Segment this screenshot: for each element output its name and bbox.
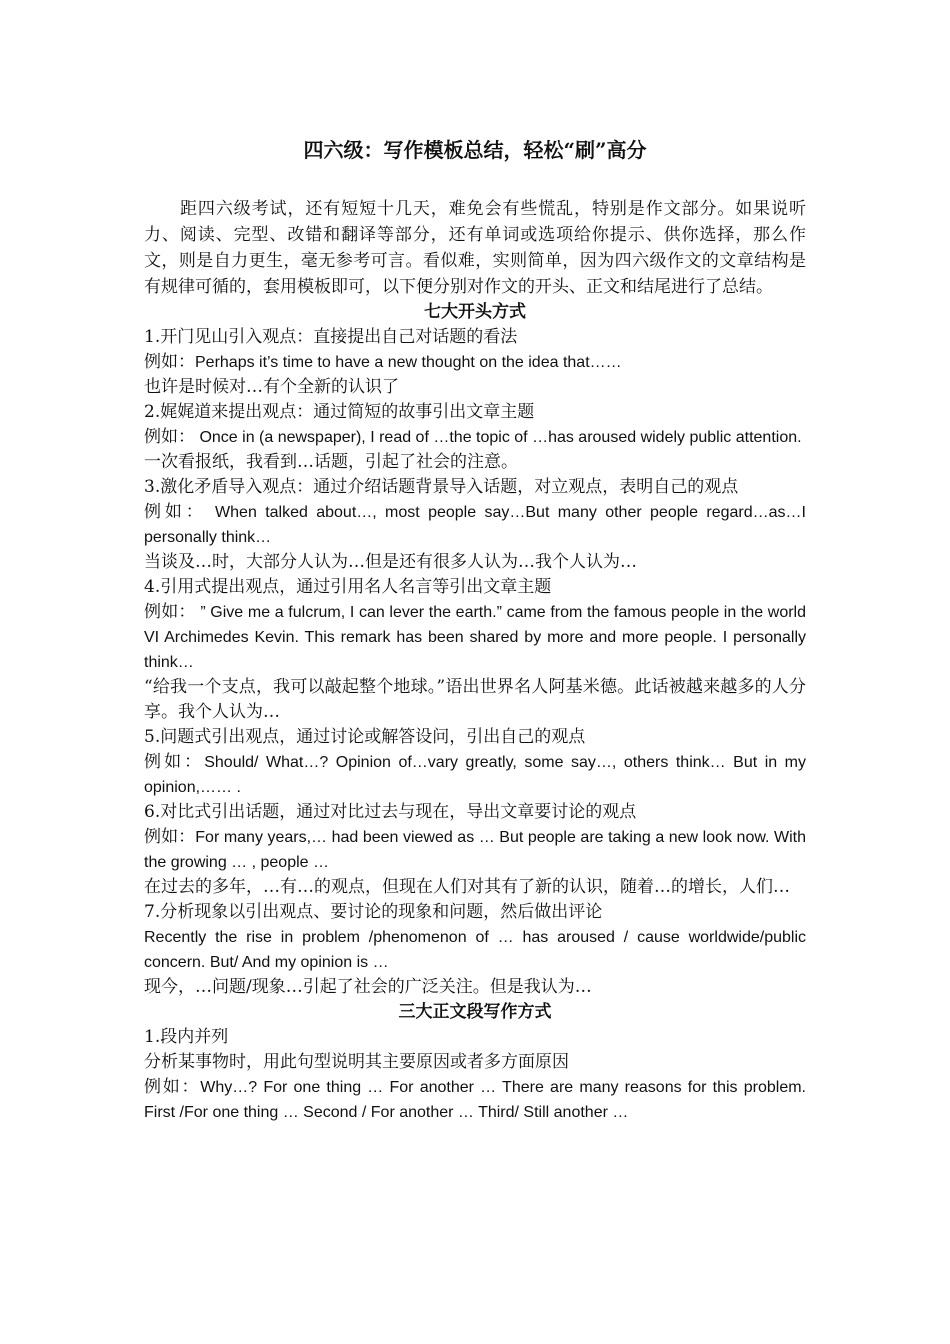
intro-paragraph: 距四六级考试，还有短短十几天，难免会有些慌乱，特别是作文部分。如果说听力、阅读、完型、改错和翻译等部分，还有单词或选项给你提示、供你选择，那么作文，则是自力更生，毫无参考可言。看似难，实则简单，因为四六级作文的文章结构是有规律可循的，套用模板即可，以下便分别对作文的开头、正文和结尾进行了总结。 (144, 199, 806, 297)
example-text: When talked about…, most people say…But many other people regard…as…I personally think… (144, 504, 807, 546)
section-heading-openings: 七大开头方式 (424, 302, 526, 322)
body-item-example (144, 1075, 806, 1125)
opening-item-translation: 现今，…问题/现象…引起了社会的广泛关注。但是我认为… (144, 977, 592, 997)
opening-item-example (144, 750, 806, 800)
example-label: 例如： (144, 602, 196, 622)
document-title: 四六级：写作模板总结，轻松“刷”高分 (303, 138, 647, 162)
opening-item-example: Recently the rise in problem /phenomenon of … has aroused / cause worldwide/public concern. But/ And my opinion is … (144, 929, 806, 971)
example-text: Why…? For one thing … For another … There are many reasons for this problem. First /For one thing … Second / For another … Third/ Still another … (144, 1079, 807, 1121)
body-item-description: 分析某事物时，用此句型说明其主要原因或者多方面原因 (144, 1052, 569, 1072)
example-label: 例如： (144, 752, 205, 772)
opening-item-translation: 当谈及…时，大部分人认为…但是还有很多人认为…我个人认为… (144, 552, 637, 572)
example-label: 例如： (144, 352, 195, 372)
section-heading-body: 三大正文段写作方式 (398, 1002, 552, 1022)
document-page (144, 130, 806, 1125)
opening-item-example (144, 825, 806, 875)
opening-item-translation: 在过去的多年，…有…的观点，但现在人们对其有了新的认识，随着…的增长，人们… (144, 877, 790, 897)
opening-item-example (144, 500, 806, 550)
example-label: 例如： (144, 427, 195, 447)
opening-item-title: 3.激化矛盾导入观点：通过介绍话题背景导入话题，对立观点，表明自己的观点 (144, 477, 739, 497)
example-text: For many years,… had been viewed as … But people are taking a new look now. With the growing … , people … (144, 829, 806, 871)
opening-item-title: 4.引用式提出观点，通过引用名人名言等引出文章主题 (144, 577, 552, 597)
opening-item-title: 6.对比式引出话题，通过对比过去与现在，导出文章要讨论的观点 (144, 802, 637, 822)
example-label: 例如： (144, 502, 207, 522)
opening-item-translation: 一次看报纸，我看到…话题，引起了社会的注意。 (144, 452, 518, 472)
example-text: ” Give me a fulcrum, I can lever the earth.” came from the famous people in the world VI Archimedes Kevin. This remark has been shared by more and more people. I personally think… (144, 604, 807, 671)
example-text: Once in (a newspaper), I read of …the topic of …has aroused widely public attention. (195, 429, 802, 446)
opening-item-example (144, 600, 806, 675)
opening-item-title: 2.娓娓道来提出观点：通过简短的故事引出文章主题 (144, 402, 535, 422)
example-label: 例如： (144, 827, 196, 847)
example-label: 例如： (144, 1077, 201, 1097)
opening-item-title: 1.开门见山引入观点：直接提出自己对话题的看法 (144, 327, 518, 347)
opening-item-title: 7.分析现象以引出观点、要讨论的现象和问题，然后做出评论 (144, 902, 603, 922)
opening-item-translation: 也许是时候对…有个全新的认识了 (144, 377, 399, 397)
opening-item-example (144, 350, 806, 375)
opening-item-translation: “给我一个支点，我可以敲起整个地球。”语出世界名人阿基米德。此话被越来越多的人分享。我个人认为… (144, 677, 806, 722)
opening-item-example (144, 425, 806, 450)
example-text: Should/ What…? Opinion of…vary greatly, some say…, others think… But in my opinion,…… . (144, 754, 807, 796)
example-text: Perhaps it’s time to have a new thought on the idea that…… (195, 354, 622, 371)
body-item-title: 1.段内并列 (144, 1027, 229, 1047)
opening-item-title: 5.问题式引出观点，通过讨论或解答设问，引出自己的观点 (144, 727, 586, 747)
